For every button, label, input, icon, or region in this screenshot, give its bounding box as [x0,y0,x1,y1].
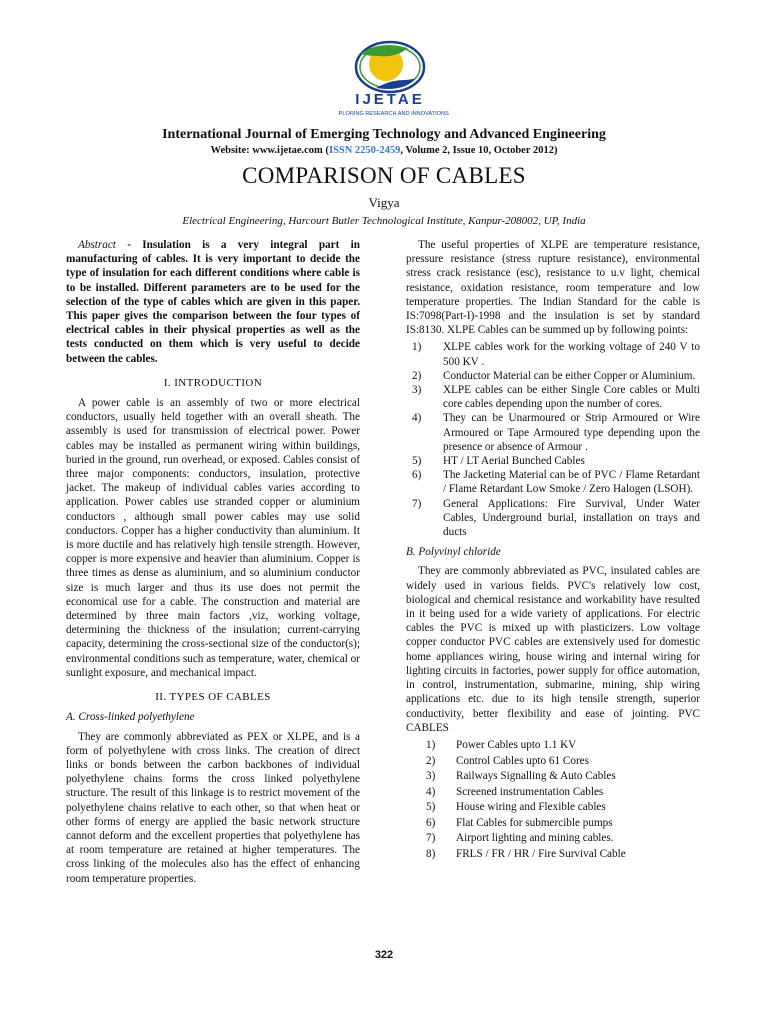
list-item [406,831,700,847]
right-column [406,238,700,865]
subsection-heading-xlpe: A. Cross-linked polyethylene [66,711,195,724]
list-item-number: 4) [412,412,422,425]
list-item-text: Conductor Material can be either Copper or Aluminium. [443,369,696,382]
pvc-cables-list [406,738,700,863]
issn-number: ISSN 2250-2459 [328,145,401,156]
list-item-number: 5) [412,455,422,468]
list-item-text: HT / LT Aerial Bunched Cables [443,455,585,468]
list-item [406,785,700,801]
list-item-number: 2) [412,369,422,382]
list-item [406,738,700,754]
list-item [406,454,700,468]
website-prefix: Website: www.ijetae.com ( [210,145,329,156]
list-item-text: Control Cables upto 61 Cores [456,754,589,767]
author-affiliation: Electrical Engineering, Harcourt Butler Technological Institute, Kanpur-208002, UP, India [182,215,586,227]
website-suffix: , Volume 2, Issue 10, October 2012) [400,145,558,156]
list-item-text: House wiring and Flexible cables [456,801,606,814]
list-item [406,847,700,863]
logo-wordmark: IJETAE [355,91,425,108]
list-item-text: XLPE cables work for the working voltage of 240 V to 500 KV . [443,341,700,368]
list-item [406,383,700,411]
journal-website-line [0,145,768,156]
list-item-number: 1) [412,341,422,354]
list-item-text: Airport lighting and mining cables. [456,832,614,845]
left-column [66,238,360,886]
list-item-number: 4) [426,785,436,798]
logo-tagline: EXPLORING RESEARCH AND INNOVATIONS [338,111,449,117]
list-item-number: 5) [426,801,436,814]
author-name: Vigya [368,195,400,210]
list-item-text: Screened instrumentation Cables [456,785,604,798]
list-item [406,800,700,816]
subsection-heading-pvc: B. Polyvinyl chloride [406,546,501,559]
list-item-number: 2) [426,754,436,767]
list-item-text: Flat Cables for submercible pumps [456,816,613,829]
list-item-text: General Applications: Fire Survival, Under Water Cables, Underground burial, installation on trays and ducts [443,497,700,539]
list-item-text: FRLS / FR / HR / Fire Survival Cable [456,848,626,861]
list-item-number: 6) [426,816,436,829]
pvc-paragraph: They are commonly abbreviated as PVC, insulated cables are widely used in various fields. PVC's relatively low cost, biological and chemical resistance and workability have resulted in it being used for a wide variety of applications. For electric cables the PVC is mixed up with plasticizers. Low voltage copper conductor PVC cables are extensively used for domestic home appliances wiring, house wiring and internal wiring for lighting circuits in factories, power supply for office automation, in control, instrumentation, submarine, mining, ship wiring applications etc. due to its high tensile strength, superior conductivity, better flexibility and ease of jointing. PVC CABLES [406,565,700,734]
list-item-text: Railways Signalling & Auto Cables [456,770,616,783]
journal-name: International Journal of Emerging Technology and Advanced Engineering [162,127,606,142]
abstract-label: Abstract [78,239,116,251]
list-item-number: 1) [426,738,436,751]
section-heading-types-of-cables: II. TYPES OF CABLES [155,691,271,704]
list-item-text: Power Cables upto 1.1 KV [456,738,577,751]
xlpe-paragraph: They are commonly abbreviated as PEX or XLPE, and is a form of polyethylene with cross links. The creation of direct links or bonds between the carbon backbones of individual polyethylene chains forms the cross linked polyethylene structure. The result of this linkage is to restrict movement of the polyethylene chains relative to each other, so that when heat or other forms of energy are applied the basic network structure cannot deform and the excellent properties that polyethylene has at room temperature are retained at higher temperatures. The cross linking of the molecules also has the effect of enhancing room temperature properties. [66,730,360,885]
introduction-paragraph: A power cable is an assembly of two or more electrical conductors, usually held together with an overall sheath. The assembly is used for transmission of electrical power. Power cables may be installed as permanent wiring within buildings, buried in the ground, run overhead, or exposed. Cables consist of three major components: conductors, insulation, protective jacket. The makeup of individual cables varies according to application. Power cables use stranded copper or aluminium conductors , although small power cables may use solid conductors. Copper has a higher conductivity than aluminium. It is more ductile and has relatively high tensile strength. However, copper is more expensive and heavier than aluminium. Copper is three times as dense as aluminium, and so aluminium conductor size is much larger and thus its use does not permit the economical use for a cable. The construction and material are determined by three main factors ,viz, working voltage, determining the thickness of the insulation; current-carrying capacity, determining the cross-sectional size of the conductor(s); environmental conditions such as temperature, water, chemical or sunlight exposure, and mechanical impact. [66,397,360,679]
list-item [406,754,700,770]
list-item [406,340,700,368]
list-item [406,769,700,785]
list-item [406,369,700,383]
list-item-text: The Jacketing Material can be of PVC / Flame Retardant / Flame Retardant Low Smoke / Zero Halogen (LSOH). [443,469,700,496]
xlpe-points-list [406,340,700,539]
list-item-number: 3) [426,770,436,783]
page-number: 322 [374,949,394,961]
list-item [406,468,700,496]
xlpe-properties-paragraph: The useful properties of XLPE are temperature resistance, pressure resistance (stress rupture resistance), environmental stress crack resistance (esc), resistance to u.v light, chemical resistance, oxidation resistance, room temperature and low temperature properties. The Indian Standard for the cable is IS:7098(Part-I)-1998 and the insulation is set by standard IS:8130. XLPE Cables can be summed up by following points: [406,239,700,337]
abstract-text: - Insulation is a very integral part in manufacturing of cables. It is very important to decide the type of insulation for each different conditions where cable is to be installed. Different parameters are to be used for the selection of the type of cables which are given in this paper. This paper gives the comparison between the four types of electrical cables in their physical properties as well as the tests conducted on them which is very useful to decide between the cables. [66,239,360,365]
list-item-number: 8) [426,848,436,861]
list-item-number: 7) [412,497,422,510]
list-item-number: 3) [412,384,422,397]
list-item-text: They can be Unarmoured or Strip Armoured or Wire Armoured or Tape Armoured type depending upon the presence or absence of Armour . [443,412,700,453]
list-item-number: 6) [412,469,422,482]
abstract [66,238,360,366]
journal-logo [338,40,460,120]
list-item [406,411,700,454]
list-item [406,497,700,540]
section-heading-introduction: I. INTRODUCTION [163,376,263,389]
list-item-number: 7) [426,832,436,845]
paper-title: COMPARISON OF CABLES [242,163,526,188]
list-item-text: XLPE cables can be either Single Core cables or Multi core cables depending upon the number of cores. [443,384,700,411]
list-item [406,816,700,832]
